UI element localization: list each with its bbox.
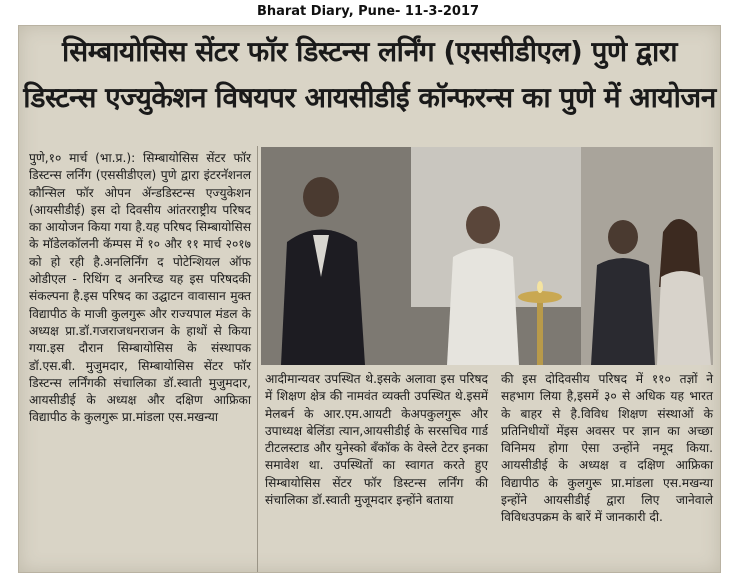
lamp-stand xyxy=(537,297,543,365)
person-right-body xyxy=(591,258,655,365)
event-photo xyxy=(261,147,713,365)
column-divider xyxy=(257,146,258,572)
article-text-right: की इस दोदिवसीय परिषद में ११० तज्ञों ने सहभाग लिया है,इसमें ३० से अधिक यह भारत के बाहर से है.विविध शिक्षण संस्थाओं के प्रतिनिधीयों मेंइस अवसर पर ज्ञान का अच्छा विनिमय होगा ऐसा उन्होंने नमूद किया. आयसीडीई के अध्यक्ष व दक्षिण आफ्रिका विद्यापीठ के कुलगुरू प्रा.मांडला एस.मखन्या इन्होंने आयसीडीई द्वारा लिए जानेवाले विविधउपक्रम के बारें में जानकारी दी. xyxy=(501,372,713,525)
article-column-left xyxy=(29,150,251,427)
headline-line-1: सिम्बायोसिस सेंटर फॉर डिस्टन्स लर्निंग (एससीडीएल) पुणे द्वारा xyxy=(62,35,677,68)
article-text-middle: आदीमान्यवर उपस्थित थे.इसके अलावा इस परिषद में शिक्षण क्षेत्र की नामवंत व्यक्ती उपस्थित थे.इसमें मेलबर्न के आर.एम.आयटी केअपकुलगुरू और उपाध्यक्ष बेलिंडा त्यान,आयसीडीई के सरसचिव गार्ड टीटलस्टाड और युनेस्को बँकॉक के वेस्ले टेटर इनका समावेश था. उपस्थितों का स्वागत करते हुए सिम्बायोसिस सेंटर फॉर डिस्टन्स लर्निंग की संचालिका डॉ.स्वाती मुजूमदार इन्होंने बताया xyxy=(265,372,488,508)
newspaper-source-line: Bharat Diary, Pune- 11-3-2017 xyxy=(256,4,480,19)
person-woman-body xyxy=(657,271,711,365)
lamp-flame xyxy=(537,281,543,293)
headline-line-2: डिस्टन्स एज्युकेशन विषयपर आयसीडीई कॉन्फरन्स का पुणे में आयोजन xyxy=(23,81,716,114)
person-center-body xyxy=(447,248,519,365)
person-right-head xyxy=(608,220,638,254)
person-left-head xyxy=(303,177,339,217)
event-photo-illustration xyxy=(261,147,713,365)
article-text-left: पुणे,१० मार्च (भा.प्र.): सिम्बायोसिस सेंटर फॉर डिस्टन्स लर्निंग (एससीडीएल) पुणे द्वारा इंटरनॅशनल कौन्सिल फॉर ओपन ॲन्डडिस्टन्स एज्युकेशन (आयसीडीई) इस दो दिवसीय आंतरराष्ट्रीय परिषद का आयोजन किया गया है.यह परिषद सिम्बायोसिस के मॉडेलकॉलनी कॅम्पस में १० और ११ मार्च २०१७ को हो रही है.अनलिर्निंग द पोटेन्शियल ऑफ ओडीएल - रिथिंग द अनरिच्ड यह इस परिषदकी संकल्पना है.इस परिषद का उद्घाटन वावासान मुक्त विद्यापीठ के माजी कुलगुरू और राज्यपाल मंडल के अध्यक्ष प्रा.डॉ.गजराजधनराजन के हाथों से किया गया.इस दौरान सिम्बायोसिस के संस्थापक डॉ.एस.बी. मुजुमदार, सिम्बायोसिस सेंटर फॉर डिस्टन्स लर्निंगकी संचालिका डॉ.स्वाती मुजुमदार, आयसीडीई के अध्यक्ष और दक्षिण आफ्रिका विद्यापीठ के कुलगुरू प्रा.मांडला एस.मखन्या xyxy=(29,151,251,425)
article-column-right xyxy=(501,371,713,527)
person-center-head xyxy=(466,206,500,244)
newspaper-clipping xyxy=(18,25,721,573)
article-column-middle xyxy=(265,371,488,509)
